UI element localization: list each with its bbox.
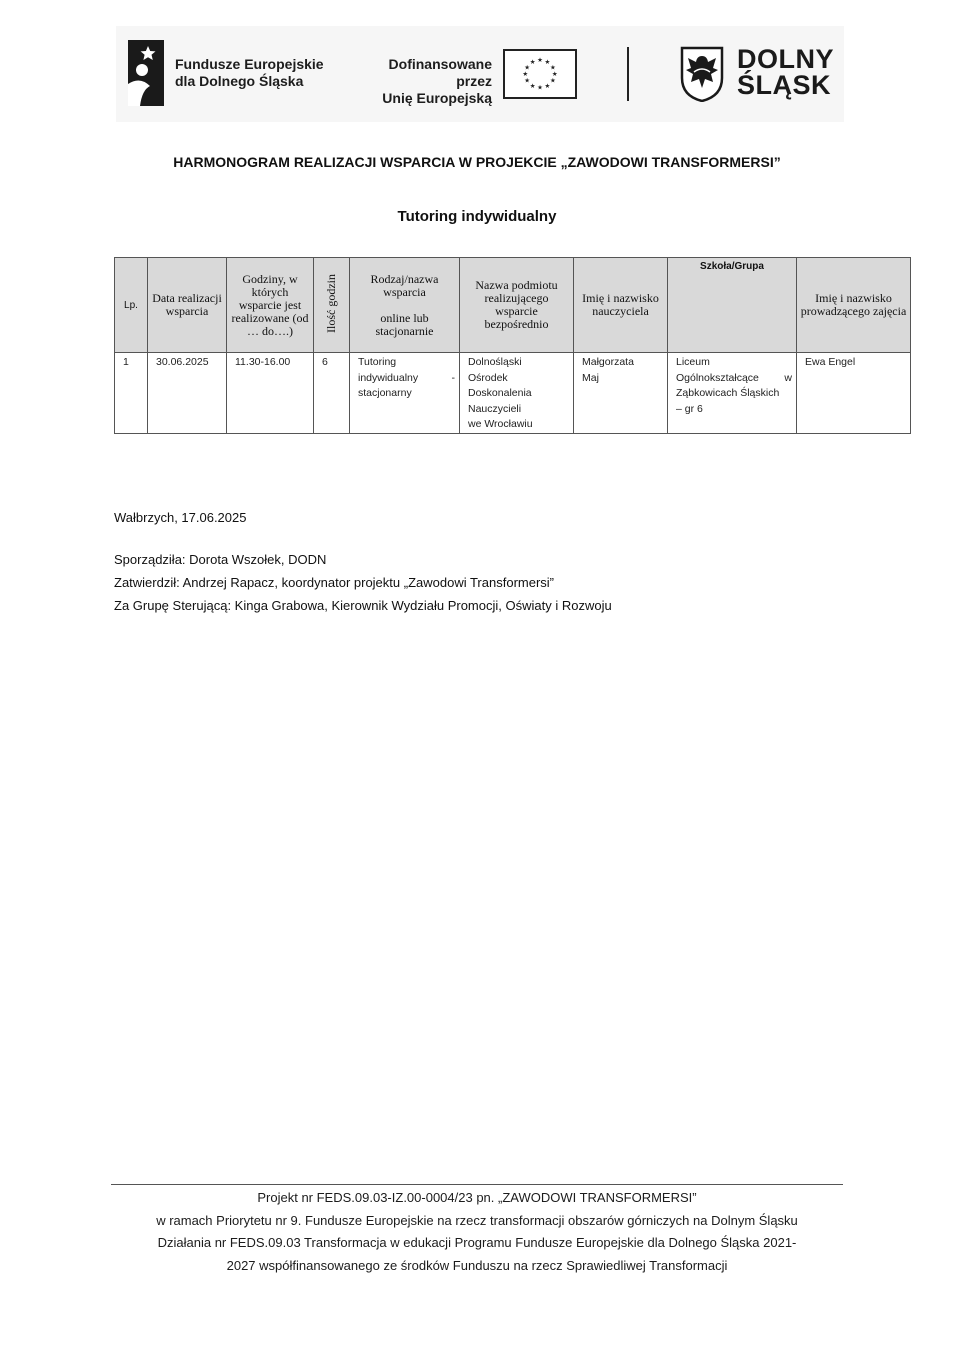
header-lp: Lp. bbox=[115, 258, 148, 353]
svg-text:★: ★ bbox=[524, 76, 531, 85]
cell-hours-count: 6 bbox=[314, 353, 350, 434]
prepared-by: Sporządziła: Dorota Wszołek, DODN bbox=[114, 552, 327, 567]
cell-entity-line: Nauczycieli bbox=[468, 402, 522, 415]
svg-text:★: ★ bbox=[529, 81, 536, 90]
footer-line2: w ramach Priorytetu nr 9. Fundusze Europejskie na rzecz transformacji obszarów górniczych na Dolnym Śląsku bbox=[156, 1212, 798, 1228]
cell-type-line2: stacjonarny bbox=[358, 387, 412, 399]
svg-text:★: ★ bbox=[537, 56, 543, 65]
cell-entity-line: Ośrodek bbox=[468, 371, 508, 384]
header-date: Data realizacji wsparcia bbox=[148, 258, 227, 353]
cell-entity bbox=[460, 353, 574, 434]
cell-teacher-line: Małgorzata bbox=[582, 356, 634, 368]
cell-lp: 1 bbox=[115, 353, 148, 434]
svg-text:★: ★ bbox=[537, 83, 543, 92]
cell-school-line4: – gr 6 bbox=[676, 402, 703, 415]
cell-type-line1a: indywidualny bbox=[358, 371, 419, 384]
svg-text:★: ★ bbox=[544, 57, 551, 66]
header-type-note: online lub stacjonarnie bbox=[375, 310, 434, 338]
svg-text:★: ★ bbox=[529, 57, 536, 66]
logo-divider bbox=[627, 47, 629, 101]
approved-by: Zatwierdził: Andrzej Rapacz, koordynator projektu „Zawodowi Transformersi” bbox=[114, 575, 555, 590]
ds-logo-line1: DOLNY bbox=[737, 44, 834, 74]
cell-type bbox=[350, 353, 460, 434]
cell-date: 30.06.2025 bbox=[148, 353, 227, 434]
fe-logo-line1: Fundusze Europejskie bbox=[175, 56, 324, 72]
fundusze-europejskie-logo-icon bbox=[128, 40, 164, 106]
footer bbox=[111, 1187, 843, 1277]
footer-divider bbox=[111, 1184, 843, 1185]
fe-logo-text bbox=[175, 56, 324, 90]
cell-type-line1b: - bbox=[451, 371, 455, 384]
header-hours-count-label: Ilość godzin bbox=[324, 274, 338, 333]
svg-text:★: ★ bbox=[544, 81, 551, 90]
steering-group: Za Grupę Sterującą: Kinga Grabowa, Kierownik Wydziału Promocji, Oświaty i Rozwoju bbox=[114, 598, 612, 613]
header-instructor: Imię i nazwisko prowadzącego zajęcia bbox=[797, 258, 911, 353]
ds-logo-line2: ŚLĄSK bbox=[737, 70, 832, 100]
header-type-label: Rodzaj/nazwa wsparcia bbox=[370, 271, 439, 299]
eu-flag-icon bbox=[503, 49, 577, 99]
cell-hours-range: 11.30-16.00 bbox=[227, 353, 314, 434]
cell-teacher-line: Maj bbox=[582, 371, 599, 384]
svg-text:★: ★ bbox=[551, 69, 558, 78]
header-school: Szkoła/Grupa bbox=[668, 258, 797, 353]
fe-logo-line2: dla Dolnego Śląska bbox=[175, 73, 304, 89]
header-hours-range: Godziny, w których wsparcie jest realizowane (od … do….) bbox=[227, 258, 314, 353]
svg-text:★: ★ bbox=[549, 76, 556, 85]
cell-instructor: Ewa Engel bbox=[797, 353, 911, 434]
cell-type-line0: Tutoring bbox=[358, 356, 397, 368]
table-header-row bbox=[115, 258, 911, 353]
cell-type-line1 bbox=[358, 371, 455, 387]
svg-text:★: ★ bbox=[549, 63, 556, 72]
signature-block bbox=[114, 548, 612, 617]
footer-line1: Projekt nr FEDS.09.03-IZ.00-0004/23 pn. „ZAWODOWI TRANSFORMERSI” bbox=[257, 1190, 697, 1205]
cell-teacher bbox=[574, 353, 668, 434]
header-entity: Nazwa podmiotu realizującego wsparcie bezpośrednio bbox=[460, 258, 574, 353]
header-teacher: Imię i nazwisko nauczyciela bbox=[574, 258, 668, 353]
document-subtitle: Tutoring indywidualny bbox=[397, 208, 557, 225]
cell-school-line2 bbox=[676, 371, 792, 387]
cell-school-line2b: w bbox=[784, 371, 792, 384]
table-row bbox=[115, 353, 911, 434]
footer-line3: Działania nr FEDS.09.03 Transformacja w edukacji Programu Fundusze Europejskie dla Dolnego Śląska 2021- bbox=[157, 1235, 797, 1250]
dolny-slask-logo-text bbox=[737, 46, 834, 98]
footer-line4: 2027 współfinansowanego ze środków Funduszu na rzecz Sprawiedliwej Transformacji bbox=[226, 1257, 728, 1273]
dolny-slask-eagle-crest-icon bbox=[680, 46, 724, 102]
cell-entity-line: Dolnośląski bbox=[468, 356, 522, 368]
cell-entity-line: we Wrocławiu bbox=[468, 418, 533, 430]
eu-logo-line1: Dofinansowane przez bbox=[388, 56, 492, 89]
cell-school-line3: Ząbkowicach Śląskich bbox=[676, 387, 780, 399]
document-title: HARMONOGRAM REALIZACJI WSPARCIA W PROJEKCIE „ZAWODOWI TRANSFORMERSI” bbox=[173, 154, 781, 170]
svg-text:★: ★ bbox=[524, 63, 531, 72]
place-date: Wałbrzych, 17.06.2025 bbox=[114, 510, 247, 525]
header-hours-count bbox=[314, 258, 350, 353]
svg-text:★: ★ bbox=[522, 69, 529, 78]
eu-logo-text bbox=[350, 56, 492, 107]
cell-school bbox=[668, 353, 797, 434]
schedule-table bbox=[114, 257, 911, 434]
eu-logo-line2: Unię Europejską bbox=[382, 90, 492, 106]
cell-school-line2a: Ogólnokształcące bbox=[676, 371, 759, 384]
cell-school-line1: Liceum bbox=[676, 356, 710, 368]
cell-entity-line: Doskonalenia bbox=[468, 387, 532, 399]
header-type bbox=[350, 258, 460, 353]
